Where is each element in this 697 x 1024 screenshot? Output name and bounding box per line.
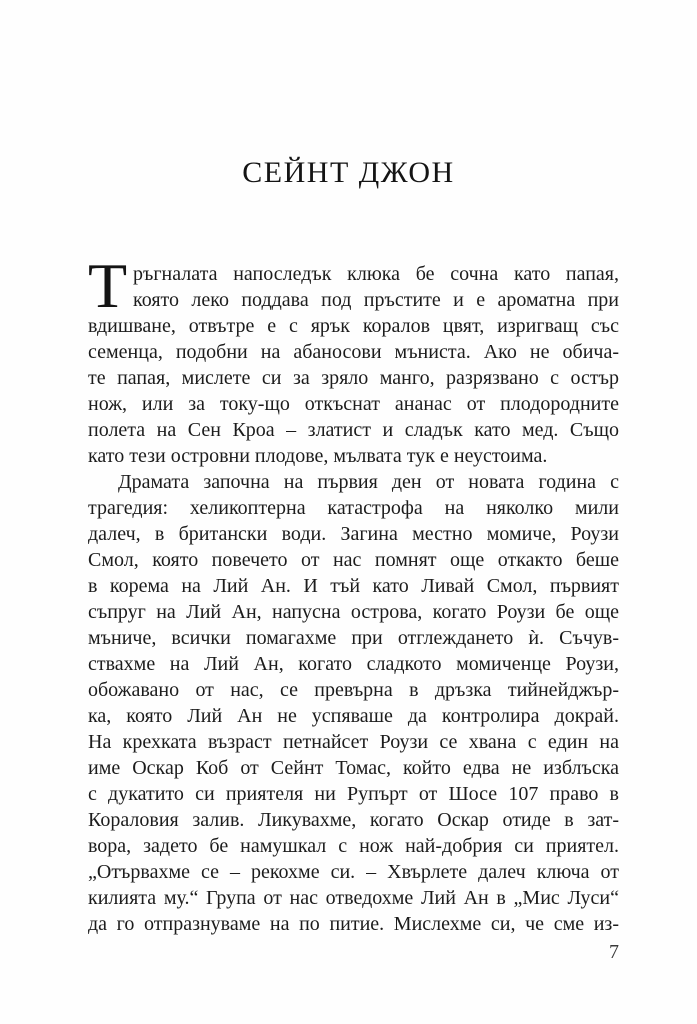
text-line: име Оскар Коб от Сейнт Томас, който едва не изблъска	[88, 757, 619, 779]
text-line: Смол, която повечето от нас помнят още откакто беше	[88, 549, 619, 571]
text-line: трагедия: хеликоптерна катастрофа на няколко мили	[88, 497, 619, 519]
chapter-title: СЕЙНТ ДЖОН	[242, 156, 455, 189]
drop-cap: Т	[88, 250, 128, 321]
text-line: съпруг на Лий Ан, напусна острова, когато Роузи бе още	[88, 601, 619, 623]
text-line: Кораловия залив. Ликувахме, когато Оскар отиде в зат-	[88, 809, 619, 831]
page-number: 7	[609, 941, 619, 963]
text-line: обожавано от нас, се превърна в дръзка тийнейджър-	[88, 679, 619, 701]
text-line: в корема на Лий Ан. И тъй като Ливай Смол, първият	[88, 575, 619, 597]
text-line: „Отървахме се – рекохме си. – Хвърлете далеч ключа от	[88, 861, 619, 883]
text-line: вдишване, отвътре е с ярък коралов цвят, изригващ със	[88, 315, 619, 337]
text-line: ствахме на Лий Ан, когато сладкото момиченце Роузи,	[88, 653, 619, 675]
text-line: да го отпразнуваме на по питие. Мислехме си, че сме из-	[88, 913, 619, 935]
paragraph	[88, 469, 619, 937]
text-line: На крехката възраст петнайсет Роузи се хвана с един на	[88, 731, 619, 753]
text-line: която леко поддава под пръстите и е ароматна при	[133, 289, 619, 311]
body-text	[88, 250, 619, 937]
text-line: с дукатито си приятеля ни Рупърт от Шосе 107 право в	[88, 783, 619, 805]
text-line: далеч, в британски води. Загина местно момиче, Роузи	[88, 523, 619, 545]
text-line: нож, или за току-що откъснат ананас от плодородните	[88, 393, 619, 415]
paragraph	[88, 250, 619, 469]
text-line: те папая, мислете си за зряло манго, разрязвано с остър	[88, 367, 619, 389]
text-line: полета на Сен Кроа – златист и сладък като мед. Също	[88, 419, 619, 441]
text-line: като тези островни плодове, мълвата тук е неустоима.	[88, 445, 548, 467]
text-line: ка, която Лий Ан не успяваше да контролира докрай.	[88, 705, 619, 727]
text-line: Драмата започна на първия ден от новата година с	[118, 471, 619, 493]
text-line: мъниче, всички помагахме при отглеждането ѝ. Съчув-	[88, 627, 619, 649]
text-line: вора, задето бе намушкал с нож най-добрия си приятел.	[88, 835, 619, 857]
text-line: семенца, подобни на абаносови мъниста. Ако не обича-	[88, 341, 619, 363]
text-line: килията му.“ Група от нас отведохме Лий Ан в „Мис Луси“	[88, 887, 619, 909]
text-line: ръгналата напоследък клюка бе сочна като папая,	[133, 263, 619, 285]
